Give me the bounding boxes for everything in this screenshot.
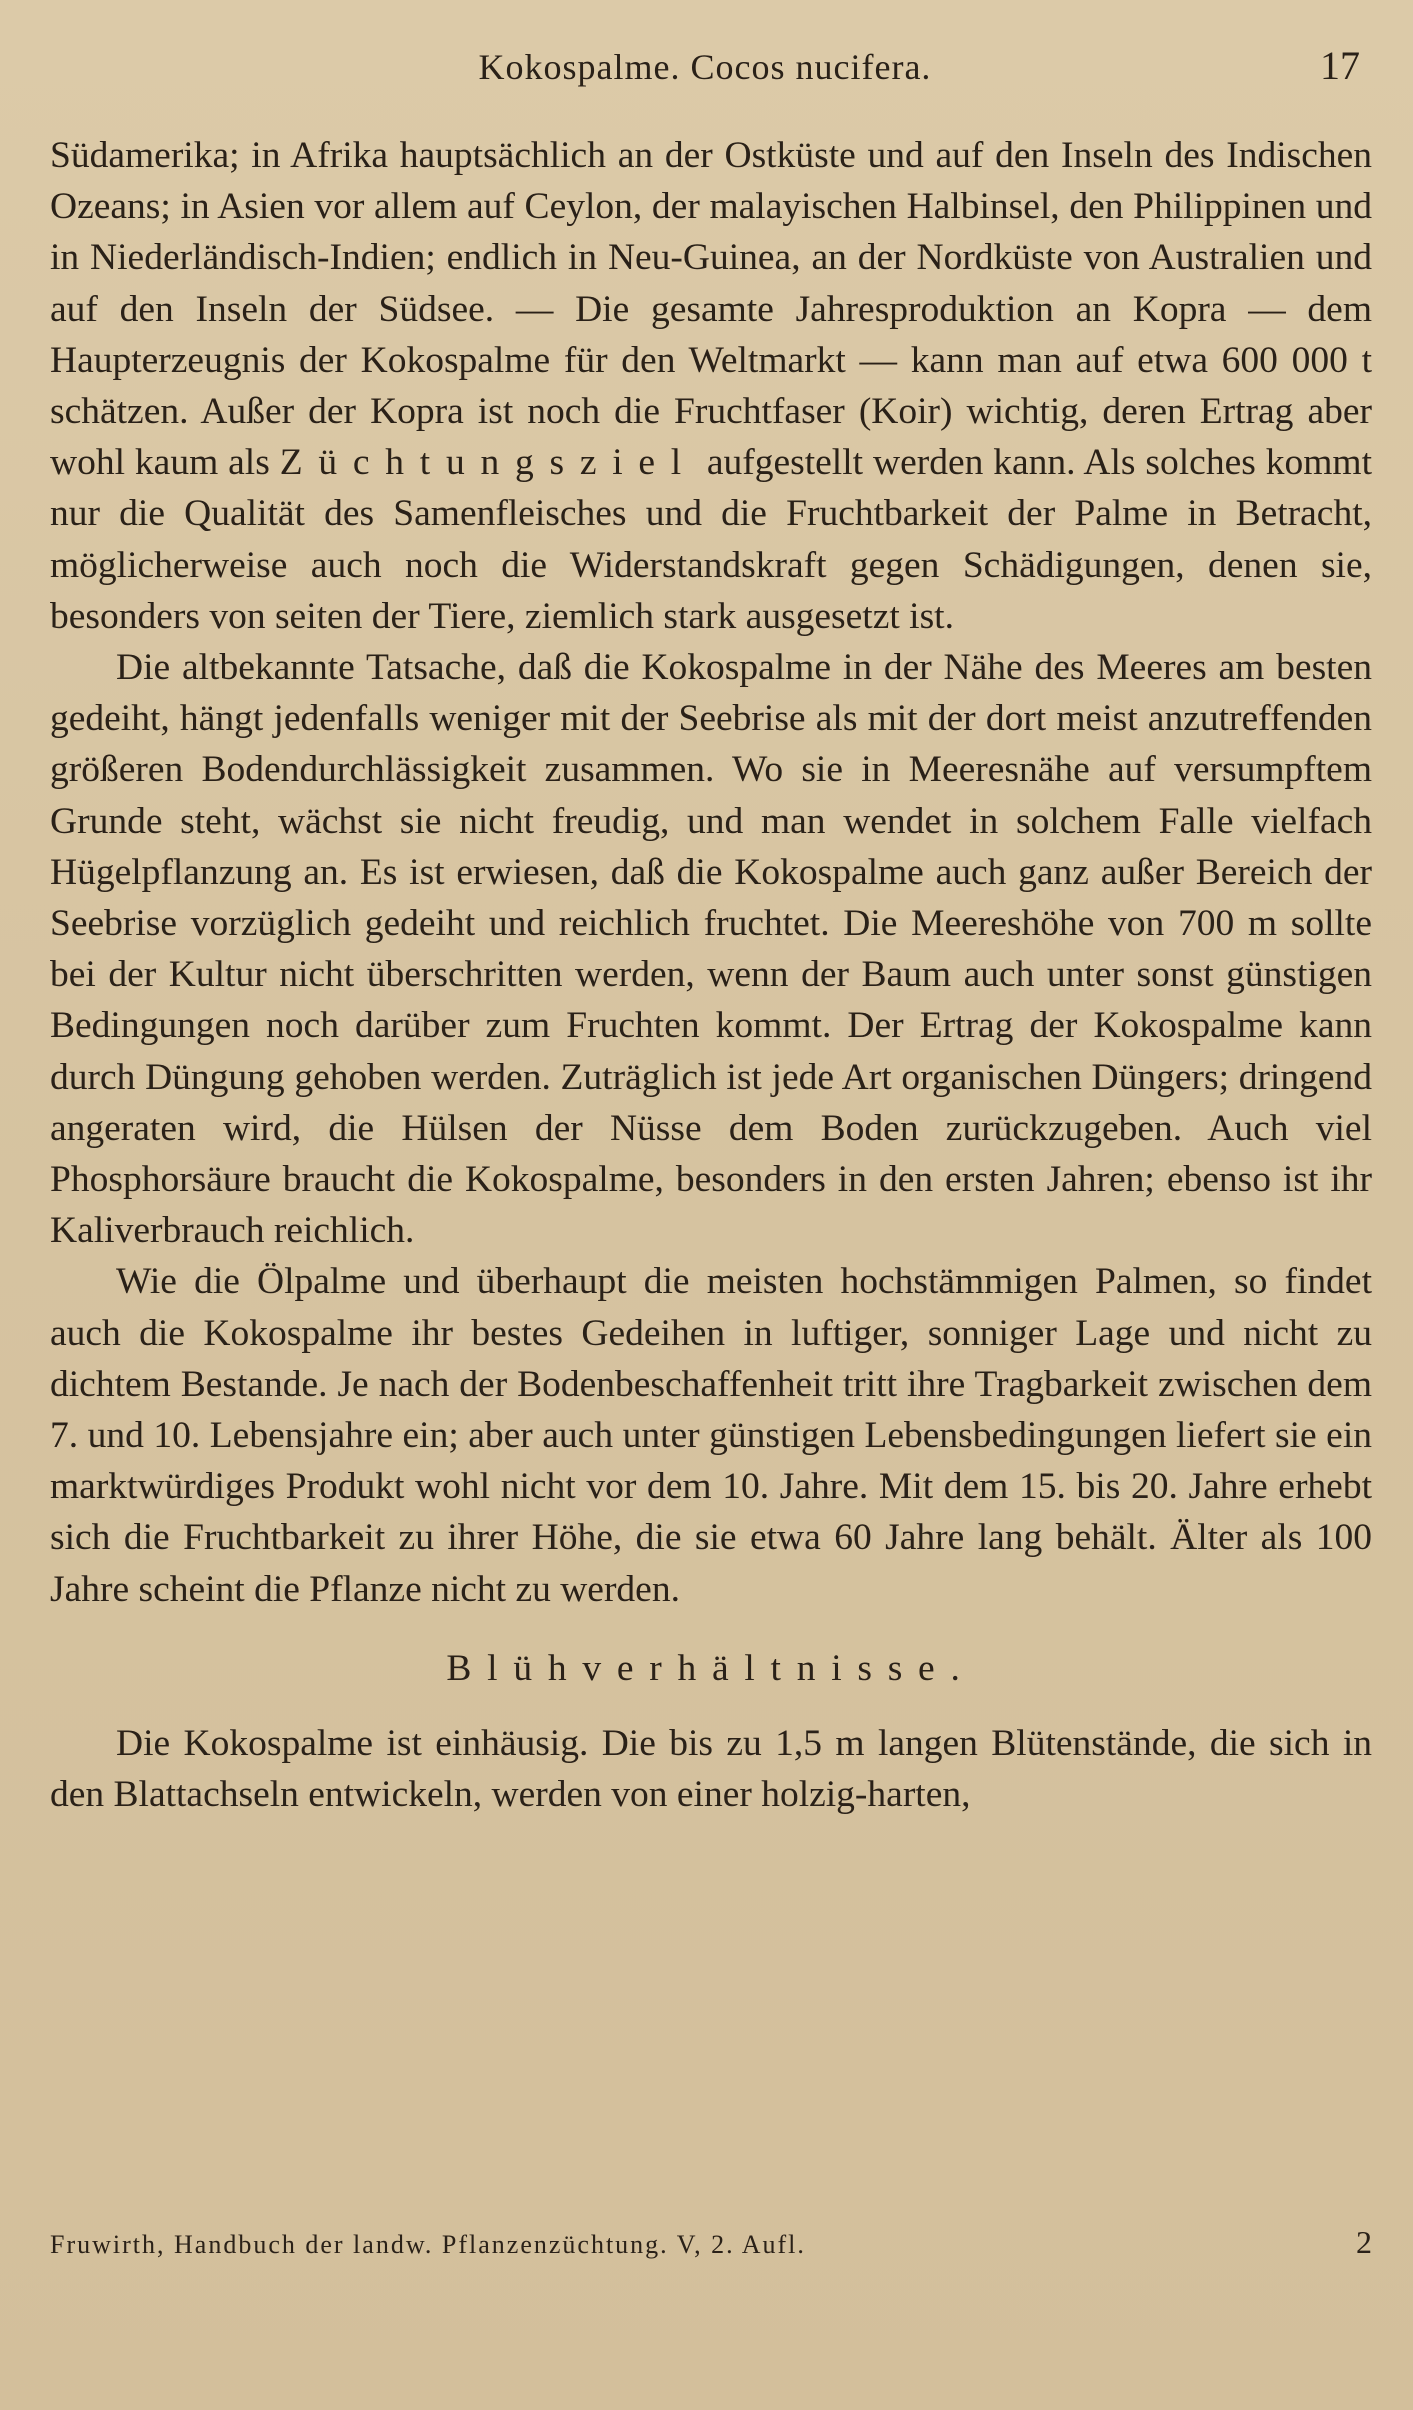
paragraph-4: Die Kokospalme ist einhäusig. Die bis zu 1,5 m langen Blütenstände, die sich in den Blattachseln entwickeln, werden von einer holzig-harten, [50, 1723, 1372, 1816]
paragraph-1-end: aufgestellt werden kann. Als solches kommt nur die Qualität des Samenfleisches und die Fruchtbarkeit der Palme in Betracht, möglicherweise auch noch die Widerstandskraft gegen Schädigungen, denen sie, besonders von seiten der Tiere, ziemlich stark ausgesetzt ist. [50, 442, 1372, 637]
body-text [50, 130, 1372, 1821]
paragraph-2: Die altbekannte Tatsache, daß die Kokospalme in der Nähe des Meeres am besten gedeiht, hängt jedenfalls weniger mit der Seebrise als mit der dort meist anzutreffenden größeren Bodendurchlässigkeit zusammen. Wo sie in Meeresnähe auf versumpftem Grunde steht, wächst sie nicht freudig, und man wendet in solchem Falle vielfach Hügelpflanzung an. Es ist erwiesen, daß die Kokospalme auch ganz außer Bereich der Seebrise vorzüglich gedeiht und reichlich fruchtet. Die Meereshöhe von 700 m sollte bei der Kultur nicht überschritten werden, wenn der Baum auch unter sonst günstigen Bedingungen noch darüber zum Fruchten kommt. Der Ertrag der Kokospalme kann durch Düngung gehoben werden. Zuträglich ist jede Art organischen Düngers; dringend angeraten wird, die Hülsen der Nüsse dem Boden zurückzugeben. Auch viel Phosphorsäure braucht die Kokospalme, besonders in den ersten Jahren; ebenso ist ihr Kaliverbrauch reichlich. [50, 647, 1372, 1252]
page-header [50, 38, 1360, 98]
page-footer [50, 2224, 1372, 2270]
paragraph-1 [50, 130, 1372, 642]
section-heading: Blühverhältnisse. [446, 1647, 976, 1689]
running-title: Kokospalme. Cocos nucifera. [478, 47, 932, 87]
paragraph-3: Wie die Ölpalme und überhaupt die meisten hochstämmigen Palmen, so findet auch die Kokospalme ihr bestes Gedeihen in luftiger, sonniger Lage und nicht zu dichtem Bestande. Je nach der Bodenbeschaffenheit tritt ihre Tragbarkeit zwischen dem 7. und 10. Lebensjahre ein; aber auch unter günstigen Lebensbedingungen liefert sie ein marktwürdiges Produkt wohl nicht vor dem 10. Jahre. Mit dem 15. bis 20. Jahre erhebt sich die Fruchtbarkeit zu ihrer Höhe, die sie etwa 60 Jahre lang behält. Älter als 100 Jahre scheint die Pflanze nicht zu werden. [50, 1261, 1372, 1610]
paragraph-1-start: Südamerika; in Afrika hauptsächlich an der Ostküste und auf den Inseln des Indischen Ozeans; in Asien vor allem auf Ceylon, der malayischen Halbinsel, den Philippinen und in Niederländisch-Indien; endlich in Neu-Guinea, an der Nordküste von Australien und auf den Inseln der Südsee. — Die gesamte Jahresproduktion an Kopra — dem Haupterzeugnis der Kokospalme für den Weltmarkt — kann man auf etwa 600 000 t schätzen. Außer der Kopra ist noch die Fruchtfaser (Koir) wichtig, deren Ertrag aber wohl kaum als [50, 135, 1372, 484]
page-number: 17 [1320, 43, 1360, 88]
footer-citation: Fruwirth, Handbuch der landw. Pflanzenzüchtung. V, 2. Aufl. [50, 2230, 806, 2259]
sheet-signature: 2 [1356, 2224, 1372, 2260]
emphasis-zuechtungsziel: Züchtungsziel [279, 442, 697, 484]
